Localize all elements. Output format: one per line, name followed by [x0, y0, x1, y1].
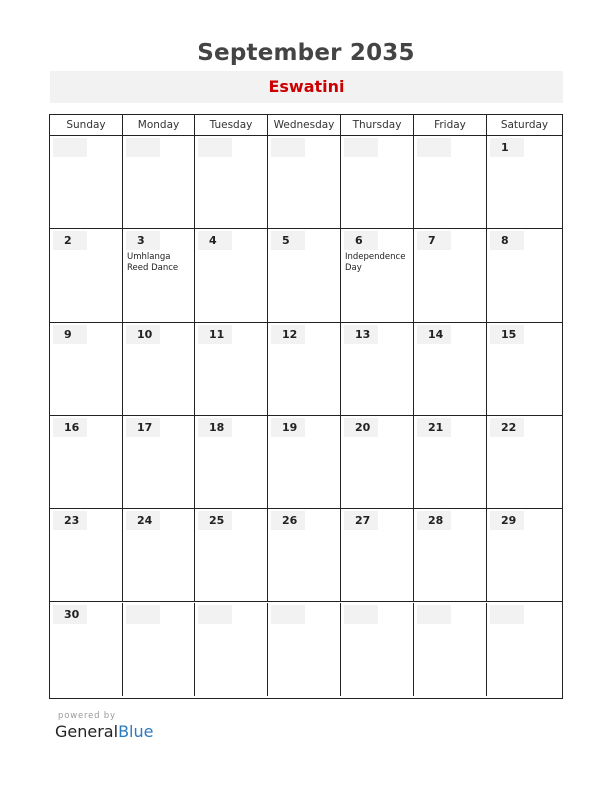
date-number: 9	[53, 325, 87, 344]
day-cell-23[interactable]	[50, 509, 123, 601]
week-row	[50, 603, 562, 696]
empty-day-cell	[195, 136, 268, 228]
day-cell-10[interactable]	[123, 323, 195, 415]
date-number: 23	[53, 511, 87, 530]
weekday-header-friday: Friday	[414, 115, 487, 135]
date-number: 5	[271, 231, 305, 250]
empty-date-box	[417, 138, 451, 157]
empty-date-box	[271, 605, 305, 624]
week-row	[50, 136, 562, 229]
day-cell-30[interactable]	[50, 603, 123, 696]
date-number: 27	[344, 511, 378, 530]
empty-date-box	[344, 138, 378, 157]
empty-date-box	[198, 605, 232, 624]
date-number: 8	[490, 231, 524, 250]
date-number: 19	[271, 418, 305, 437]
weekday-header-wednesday: Wednesday	[268, 115, 341, 135]
week-row	[50, 416, 562, 509]
date-number: 16	[53, 418, 87, 437]
day-cell-14[interactable]	[414, 323, 487, 415]
holiday-label: Independence Day	[345, 252, 406, 274]
empty-day-cell	[268, 603, 341, 696]
empty-day-cell	[195, 603, 268, 696]
powered-by-label: powered by	[58, 711, 116, 721]
day-cell-9[interactable]	[50, 323, 123, 415]
date-number: 3	[126, 231, 160, 250]
empty-day-cell	[123, 136, 195, 228]
brand-blue: Blue	[118, 722, 154, 741]
generalblue-logo[interactable]	[55, 722, 153, 741]
day-cell-7[interactable]	[414, 229, 487, 321]
date-number: 6	[344, 231, 378, 250]
day-cell-21[interactable]	[414, 416, 487, 508]
empty-date-box	[490, 605, 524, 624]
empty-day-cell	[414, 603, 487, 696]
empty-day-cell	[414, 136, 487, 228]
day-cell-29[interactable]	[487, 509, 562, 601]
page-title: September 2035	[197, 40, 415, 66]
day-cell-25[interactable]	[195, 509, 268, 601]
date-number: 29	[490, 511, 524, 530]
day-cell-20[interactable]	[341, 416, 414, 508]
empty-day-cell	[341, 603, 414, 696]
day-cell-22[interactable]	[487, 416, 562, 508]
day-cell-27[interactable]	[341, 509, 414, 601]
day-cell-15[interactable]	[487, 323, 562, 415]
empty-day-cell	[50, 136, 123, 228]
date-number: 18	[198, 418, 232, 437]
day-cell-3[interactable]	[123, 229, 195, 321]
day-cell-26[interactable]	[268, 509, 341, 601]
date-number: 22	[490, 418, 524, 437]
date-number: 21	[417, 418, 451, 437]
empty-day-cell	[268, 136, 341, 228]
day-cell-8[interactable]	[487, 229, 562, 321]
date-number: 12	[271, 325, 305, 344]
weekday-header-thursday: Thursday	[341, 115, 414, 135]
date-number: 20	[344, 418, 378, 437]
weekday-header-monday: Monday	[123, 115, 195, 135]
date-number: 28	[417, 511, 451, 530]
day-cell-16[interactable]	[50, 416, 123, 508]
day-cell-1[interactable]	[487, 136, 562, 228]
empty-date-box	[344, 605, 378, 624]
empty-date-box	[417, 605, 451, 624]
day-cell-11[interactable]	[195, 323, 268, 415]
date-number: 30	[53, 605, 87, 624]
weekday-header-saturday: Saturday	[500, 119, 549, 131]
empty-date-box	[198, 138, 232, 157]
date-number: 26	[271, 511, 305, 530]
week-row	[50, 229, 562, 322]
date-number: 13	[344, 325, 378, 344]
date-number: 2	[53, 231, 87, 250]
week-row	[50, 509, 562, 602]
date-number: 11	[198, 325, 232, 344]
brand-general: General	[55, 722, 119, 741]
empty-date-box	[126, 138, 160, 157]
country-band	[50, 71, 563, 103]
empty-date-box	[126, 605, 160, 624]
day-cell-24[interactable]	[123, 509, 195, 601]
country-name: Eswatini	[268, 77, 345, 96]
date-number: 4	[198, 231, 232, 250]
date-number: 25	[198, 511, 232, 530]
date-number: 14	[417, 325, 451, 344]
empty-day-cell	[487, 603, 562, 696]
empty-day-cell	[123, 603, 195, 696]
day-cell-17[interactable]	[123, 416, 195, 508]
date-number: 1	[490, 138, 524, 157]
day-cell-13[interactable]	[341, 323, 414, 415]
holiday-label: Umhlanga Reed Dance	[127, 252, 179, 274]
weekday-header-row	[50, 115, 562, 136]
day-cell-2[interactable]	[50, 229, 123, 321]
empty-date-box	[53, 138, 87, 157]
date-number: 7	[417, 231, 451, 250]
empty-date-box	[271, 138, 305, 157]
day-cell-5[interactable]	[268, 229, 341, 321]
empty-day-cell	[341, 136, 414, 228]
day-cell-12[interactable]	[268, 323, 341, 415]
day-cell-28[interactable]	[414, 509, 487, 601]
day-cell-6[interactable]	[341, 229, 414, 321]
week-row	[50, 323, 562, 416]
date-number: 15	[490, 325, 524, 344]
day-cell-18[interactable]	[195, 416, 268, 508]
date-number: 10	[126, 325, 160, 344]
day-cell-4[interactable]	[195, 229, 268, 321]
date-number: 24	[126, 511, 160, 530]
weekday-header-tuesday: Tuesday	[195, 115, 268, 135]
calendar-grid	[49, 114, 563, 699]
weekday-header-sunday: Sunday	[50, 115, 123, 135]
day-cell-19[interactable]	[268, 416, 341, 508]
date-number: 17	[126, 418, 160, 437]
